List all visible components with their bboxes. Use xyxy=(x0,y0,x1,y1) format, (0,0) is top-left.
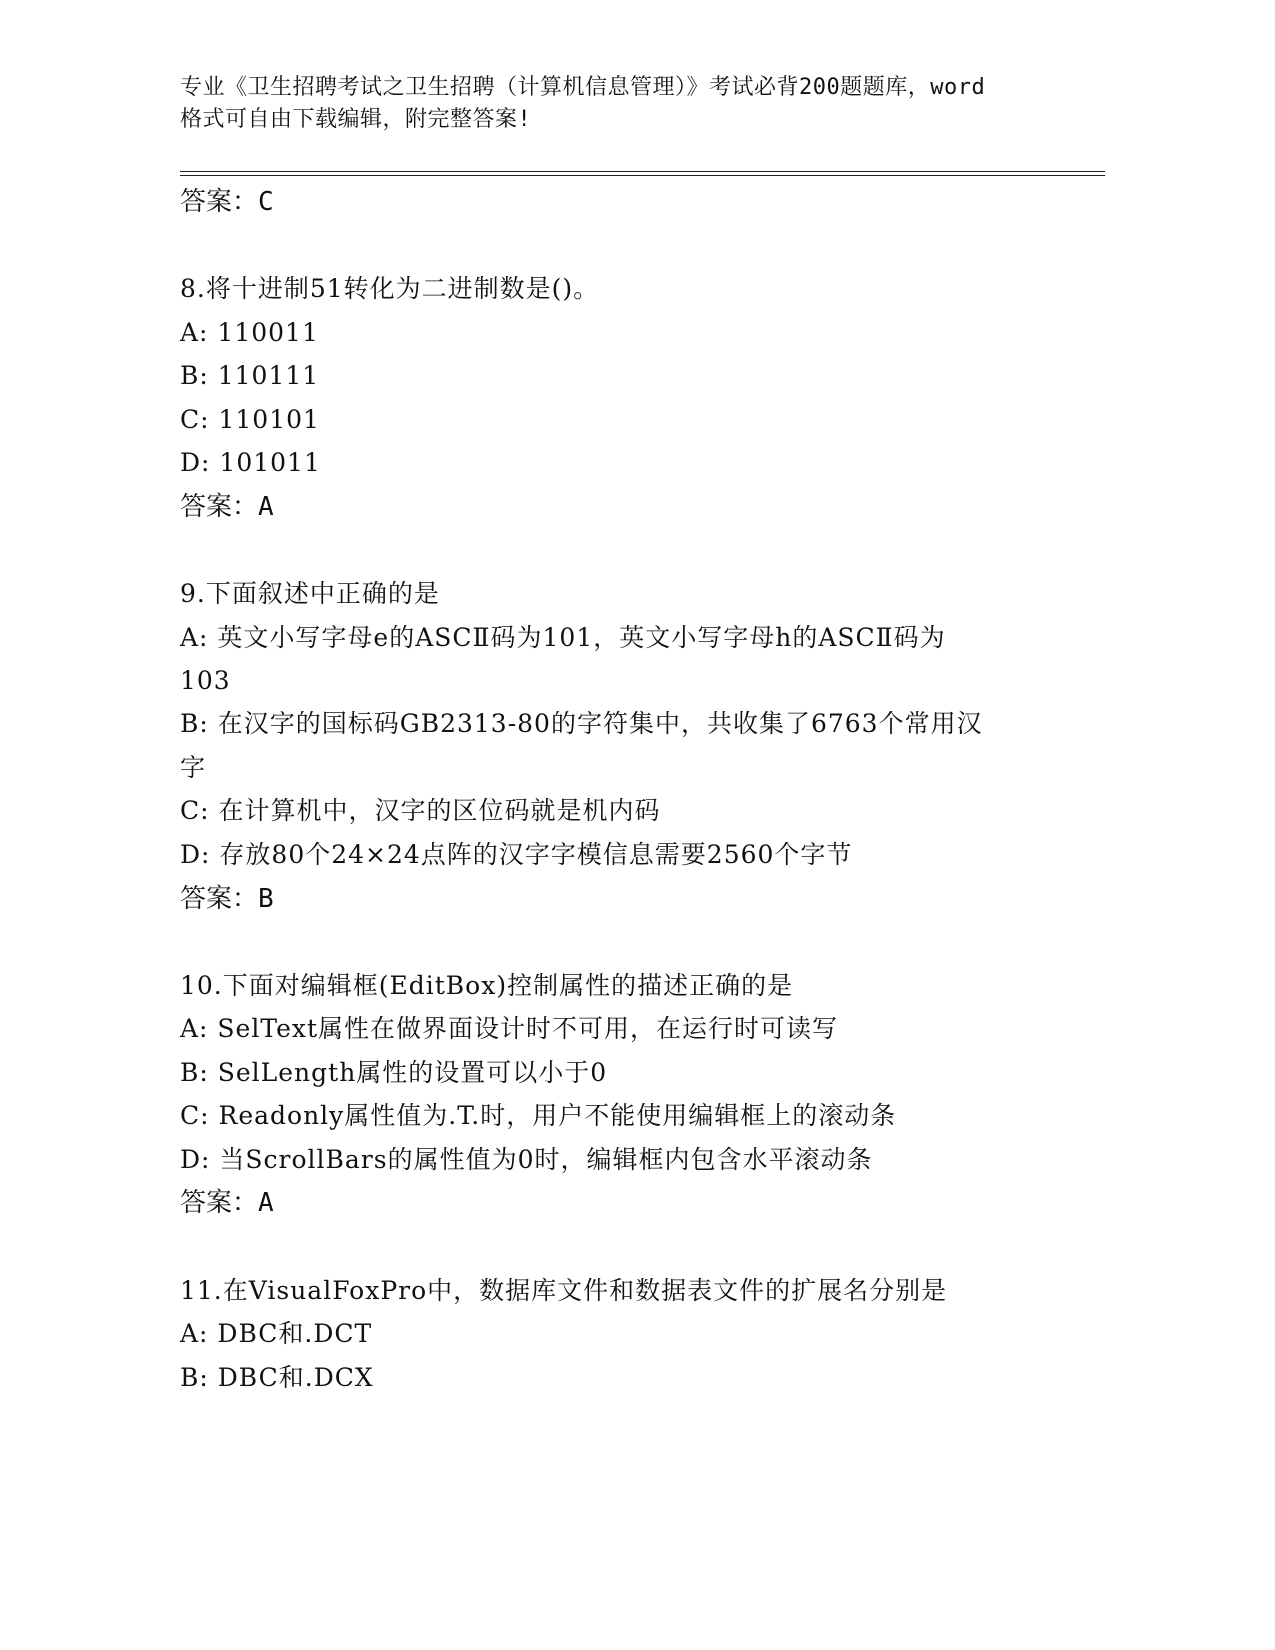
question-10-option-b: B: SelLength属性的设置可以小于0 xyxy=(180,1058,608,1087)
question-9-option-c: C: 在计算机中，汉字的区位码就是机内码 xyxy=(180,796,661,825)
question-8-option-d: D: 101011 xyxy=(180,448,321,477)
previous-answer: 答案：C xyxy=(180,187,274,217)
question-9-option-d: D: 存放80个24×24点阵的汉字字模信息需要2560个字节 xyxy=(180,840,853,869)
question-9-option-a-continued: 103 xyxy=(180,666,231,695)
question-10-answer: 答案：A xyxy=(180,1188,274,1218)
question-8-answer: 答案：A xyxy=(180,492,274,522)
question-8-option-a: A: 110011 xyxy=(180,318,319,347)
question-9-answer: 答案：B xyxy=(180,884,274,914)
header-line-2: 格式可自由下载编辑，附完整答案! xyxy=(180,107,532,132)
header-divider-top xyxy=(180,171,1105,172)
question-9-option-a: A: 英文小写字母e的ASCⅡ码为101，英文小写字母h的ASCⅡ码为 xyxy=(180,623,946,652)
question-11-stem: 11.在VisualFoxPro中，数据库文件和数据表文件的扩展名分别是 xyxy=(180,1276,948,1305)
question-11-option-a: A: DBC和.DCT xyxy=(180,1319,373,1348)
question-8-option-c: C: 110101 xyxy=(180,405,320,434)
question-9-option-b-continued: 字 xyxy=(180,753,207,782)
header-divider-bottom xyxy=(180,175,1105,176)
document-header xyxy=(180,72,1080,136)
question-10-option-c: C: Readonly属性值为.T.时，用户不能使用编辑框上的滚动条 xyxy=(180,1101,897,1130)
question-9-stem: 9.下面叙述中正确的是 xyxy=(180,579,440,608)
question-11-option-b: B: DBC和.DCX xyxy=(180,1363,374,1392)
question-8-option-b: B: 110111 xyxy=(180,361,320,390)
header-line-1: 专业《卫生招聘考试之卫生招聘（计算机信息管理）》考试必背200题题库，word xyxy=(180,75,986,100)
question-10-option-a: A: SelText属性在做界面设计时不可用，在运行时可读写 xyxy=(180,1014,839,1043)
question-9-option-b: B: 在汉字的国标码GB2313-80的字符集中，共收集了6763个常用汉 xyxy=(180,709,983,738)
question-10-stem: 10.下面对编辑框(EditBox)控制属性的描述正确的是 xyxy=(180,971,794,1000)
question-10-option-d: D: 当ScrollBars的属性值为0时，编辑框内包含水平滚动条 xyxy=(180,1145,873,1174)
question-8-stem: 8.将十进制51转化为二进制数是()。 xyxy=(180,274,600,303)
